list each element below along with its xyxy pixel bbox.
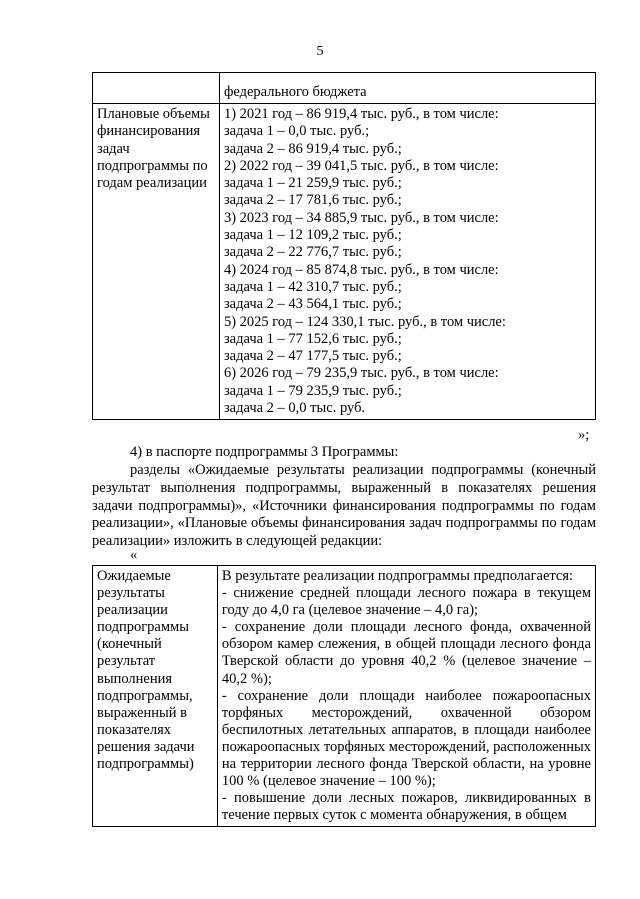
financing-line: задача 1 – 77 152,6 тыс. руб.; — [223, 330, 402, 347]
label-line: выполнения — [97, 670, 173, 687]
financing-line: задача 1 – 12 109,2 тыс. руб.; — [223, 227, 402, 244]
page-number: 5 — [316, 44, 324, 59]
financing-line: задача 2 – 17 781,6 тыс. руб.; — [223, 192, 402, 209]
paragraph-item-4: 4) в паспорте подпрограммы 3 Программы: — [130, 444, 399, 460]
financing-line: задача 2 – 43 564,1 тыс. руб.; — [223, 296, 402, 313]
opening-quote: « — [130, 547, 138, 563]
financing-line: задача 2 – 47 177,5 тыс. руб.; — [223, 348, 402, 365]
label-line: результат — [97, 653, 156, 670]
financing-table-top — [92, 72, 596, 420]
paragraph-sections: разделы «Ожидаемые результаты реализации подпрограммы (конечный результат выполнения подпрограммы, выраженный в показателях решения задачи подпрограммы)», «Источники финансирования подпрограммы по годам реализации», «Плановые объемы финансирования задач подпрограммы по годам реализации» изложить в следующей редакции: — [92, 462, 596, 550]
planned-financing-label — [93, 104, 220, 420]
planned-financing-values — [219, 104, 595, 420]
label-line: (конечный — [97, 636, 162, 653]
table-row — [93, 104, 596, 420]
financing-line: задача 1 – 0,0 тыс. руб.; — [223, 123, 370, 140]
financing-line: 3) 2023 год – 34 885,9 тыс. руб., в том числе: — [223, 209, 499, 226]
financing-line: 1) 2021 год – 86 919,4 тыс. руб., в том числе: — [223, 106, 499, 122]
label-line: финансирования — [97, 123, 201, 140]
financing-line: 2) 2022 год – 39 041,5 тыс. руб., в том числе: — [223, 157, 499, 174]
label-line: подпрограммы — [97, 619, 189, 636]
financing-line: задача 2 – 22 776,7 тыс. руб.; — [223, 244, 402, 261]
federal-budget-text: федерального бюджета — [223, 84, 367, 100]
financing-line: 4) 2024 год – 85 874,8 тыс. руб., в том числе: — [223, 261, 499, 278]
label-line: результаты — [97, 585, 165, 602]
financing-line: 6) 2026 год – 79 235,9 тыс. руб., в том числе: — [223, 365, 499, 382]
expected-results-label — [93, 566, 218, 827]
label-line: подпрограммы, — [97, 687, 193, 704]
expected-results-table — [92, 565, 596, 827]
label-line: выраженный в — [97, 704, 188, 721]
financing-line: задача 1 – 21 259,9 тыс. руб.; — [223, 175, 402, 192]
label-line: подпрограммы по — [97, 157, 208, 174]
expected-results-text — [217, 566, 595, 827]
label-line: годам реализации — [97, 175, 207, 192]
table-row — [93, 566, 596, 827]
results-item: - сохранение доли площади наиболее пожароопасных торфяных месторождений, охваченной обзором беспилотных летательных аппаратов, в площади наиболее пожароопасных торфяных месторождений, расположенных на территории лесного фонда Тверской области, на уровне 100 % (целевое значение – 100 %); — [221, 687, 591, 790]
financing-line: задача 1 – 42 310,7 тыс. руб.; — [223, 278, 402, 295]
financing-line: задача 1 – 79 235,9 тыс. руб.; — [223, 382, 402, 399]
results-intro: В результате реализации подпрограммы предполагается: — [221, 568, 574, 584]
label-line: показателях — [97, 721, 171, 738]
results-item: - повышение доли лесных пожаров, ликвидированных в течение первых суток с момента обнаружения, в общем — [221, 790, 591, 824]
financing-line: 5) 2025 год – 124 330,1 тыс. руб., в том числе: — [223, 313, 506, 330]
results-item: - снижение средней площади лесного пожара в текущем году до 4,0 га (целевое значение – 4,0 га); — [221, 585, 591, 619]
label-line: Ожидаемые — [97, 568, 171, 584]
label-line: Плановые объемы — [97, 106, 210, 122]
label-line: задач — [97, 140, 130, 157]
label-line: подпрограммы) — [97, 756, 194, 773]
table-cell-label — [93, 73, 220, 104]
financing-line: задача 2 – 86 919,4 тыс. руб.; — [223, 140, 402, 157]
results-item: - сохранение доли площади лесного фонда, охваченной обзором камер слежения, в общей площади лесного фонда Тверской области до уровня 40,2 % (целевое значение – 40,2 %); — [221, 619, 591, 687]
label-line: решения задачи — [97, 738, 195, 755]
label-line: реализации — [97, 602, 168, 619]
closing-quote: »; — [578, 427, 590, 443]
table-cell-value — [219, 73, 595, 104]
table-row — [93, 73, 596, 104]
financing-line: задача 2 – 0,0 тыс. руб. — [223, 400, 366, 417]
